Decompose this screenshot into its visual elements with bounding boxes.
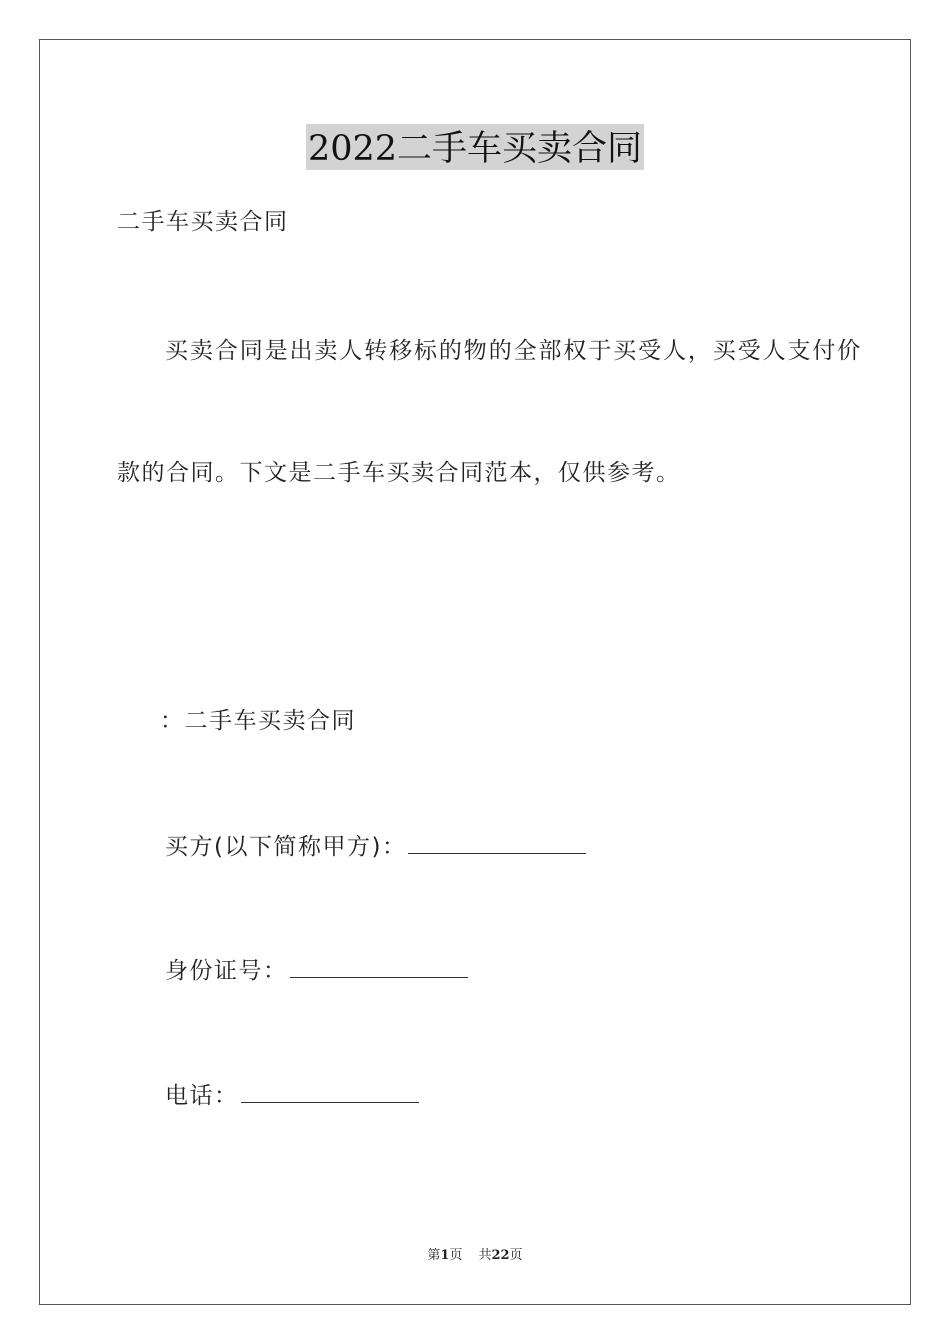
page-suffix: 页: [449, 1248, 463, 1263]
id-number-blank-line: [290, 957, 468, 978]
id-number-field: [165, 956, 468, 986]
document-title: 2022二手车买卖合同: [306, 124, 644, 170]
intro-paragraph-line-2: 款的合同。下文是二手车买卖合同范本，仅供参考。: [117, 460, 681, 486]
intro-paragraph-line-1: 买卖合同是出卖人转移标的物的全部权于买受人，买受人支付价: [165, 338, 863, 364]
phone-blank-line: [241, 1082, 419, 1103]
buyer-label: 买方(以下简称甲方)：: [165, 834, 407, 860]
total-pages-number: 22: [491, 1248, 510, 1263]
current-page-number: 1: [440, 1248, 450, 1263]
phone-field: [165, 1081, 419, 1111]
page-prefix: 第: [427, 1248, 441, 1263]
buyer-blank-line: [408, 833, 586, 854]
title-container: [0, 124, 950, 170]
total-suffix: 页: [509, 1248, 523, 1263]
page-footer: [0, 1247, 950, 1265]
phone-label: 电话：: [165, 1083, 239, 1109]
buyer-field: [165, 832, 586, 862]
section-heading: ：二手车买卖合同: [160, 708, 356, 734]
document-subtitle: 二手车买卖合同: [117, 209, 289, 235]
total-prefix: 共: [478, 1248, 492, 1263]
id-number-label: 身份证号：: [165, 958, 288, 984]
